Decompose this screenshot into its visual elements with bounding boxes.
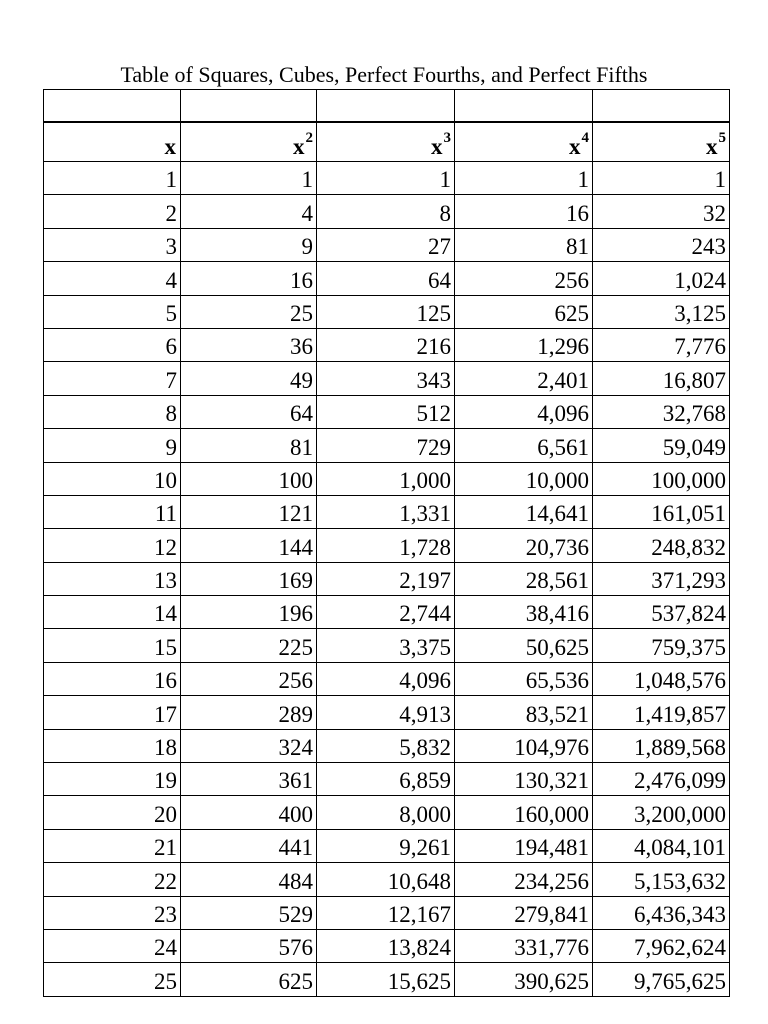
- cell-x-fourth: 390,625: [455, 963, 593, 996]
- cell-x-squared: 64: [181, 395, 317, 428]
- header-row: [44, 122, 730, 162]
- header-base: x: [706, 134, 718, 159]
- cell-x: 5: [44, 295, 181, 328]
- cell-x-fourth: 160,000: [455, 796, 593, 829]
- cell-x-fourth: 14,641: [455, 495, 593, 528]
- header-x-fourth: [455, 122, 593, 162]
- header-base: x: [569, 134, 581, 159]
- cell-x-cubed: 8,000: [317, 796, 455, 829]
- cell-x-cubed: 15,625: [317, 963, 455, 996]
- blank-cell: [455, 90, 593, 123]
- cell-x-fifth: 248,832: [593, 529, 730, 562]
- table-row: [44, 195, 730, 228]
- cell-x: 13: [44, 562, 181, 595]
- table-row: [44, 162, 730, 195]
- table-row: [44, 228, 730, 261]
- powers-table: [43, 89, 730, 997]
- cell-x: 1: [44, 162, 181, 195]
- cell-x-fourth: 10,000: [455, 462, 593, 495]
- cell-x-fifth: 100,000: [593, 462, 730, 495]
- header-base: x: [164, 134, 176, 159]
- cell-x-fifth: 9,765,625: [593, 963, 730, 996]
- cell-x-squared: 16: [181, 262, 317, 295]
- cell-x-fourth: 2,401: [455, 362, 593, 395]
- cell-x-fifth: 4,084,101: [593, 829, 730, 862]
- cell-x-fourth: 38,416: [455, 596, 593, 629]
- table-row: [44, 395, 730, 428]
- cell-x-squared: 169: [181, 562, 317, 595]
- table-row: [44, 495, 730, 528]
- blank-cell: [44, 90, 181, 123]
- header-exponent: 3: [443, 130, 451, 147]
- cell-x: 2: [44, 195, 181, 228]
- cell-x: 25: [44, 963, 181, 996]
- cell-x-fourth: 65,536: [455, 662, 593, 695]
- cell-x-cubed: 4,096: [317, 662, 455, 695]
- cell-x-fifth: 3,125: [593, 295, 730, 328]
- cell-x-squared: 1: [181, 162, 317, 195]
- cell-x: 14: [44, 596, 181, 629]
- cell-x-fourth: 234,256: [455, 863, 593, 896]
- cell-x-squared: 225: [181, 629, 317, 662]
- cell-x: 7: [44, 362, 181, 395]
- cell-x-squared: 529: [181, 896, 317, 929]
- blank-cell: [181, 90, 317, 123]
- cell-x-squared: 361: [181, 763, 317, 796]
- cell-x-cubed: 343: [317, 362, 455, 395]
- cell-x-squared: 576: [181, 929, 317, 962]
- table-row: [44, 896, 730, 929]
- cell-x: 6: [44, 328, 181, 361]
- cell-x-fourth: 1: [455, 162, 593, 195]
- cell-x-fifth: 1: [593, 162, 730, 195]
- cell-x-cubed: 125: [317, 295, 455, 328]
- cell-x: 18: [44, 729, 181, 762]
- cell-x-fifth: 16,807: [593, 362, 730, 395]
- cell-x-cubed: 8: [317, 195, 455, 228]
- cell-x-squared: 256: [181, 662, 317, 695]
- header-exponent: 2: [305, 130, 313, 147]
- cell-x-squared: 49: [181, 362, 317, 395]
- cell-x-cubed: 1,000: [317, 462, 455, 495]
- header-base: x: [293, 134, 305, 159]
- cell-x-fourth: 194,481: [455, 829, 593, 862]
- cell-x: 11: [44, 495, 181, 528]
- cell-x-cubed: 5,832: [317, 729, 455, 762]
- table-row: [44, 829, 730, 862]
- cell-x-fourth: 81: [455, 228, 593, 261]
- table-row: [44, 262, 730, 295]
- table-row: [44, 662, 730, 695]
- cell-x-squared: 400: [181, 796, 317, 829]
- cell-x-cubed: 13,824: [317, 929, 455, 962]
- cell-x-fourth: 16: [455, 195, 593, 228]
- cell-x-cubed: 1: [317, 162, 455, 195]
- cell-x-fifth: 161,051: [593, 495, 730, 528]
- header-exponent: 5: [718, 130, 726, 147]
- cell-x-cubed: 512: [317, 395, 455, 428]
- page-title: Table of Squares, Cubes, Perfect Fourths, and Perfect Fifths: [120, 62, 648, 87]
- cell-x: 4: [44, 262, 181, 295]
- cell-x-fourth: 130,321: [455, 763, 593, 796]
- cell-x-fifth: 1,024: [593, 262, 730, 295]
- cell-x: 16: [44, 662, 181, 695]
- cell-x-squared: 121: [181, 495, 317, 528]
- cell-x: 24: [44, 929, 181, 962]
- cell-x-fifth: 6,436,343: [593, 896, 730, 929]
- cell-x: 3: [44, 228, 181, 261]
- cell-x-fifth: 32,768: [593, 395, 730, 428]
- cell-x-cubed: 12,167: [317, 896, 455, 929]
- table-row: [44, 529, 730, 562]
- cell-x-squared: 441: [181, 829, 317, 862]
- cell-x-squared: 324: [181, 729, 317, 762]
- header-x-squared: [181, 122, 317, 162]
- cell-x-squared: 144: [181, 529, 317, 562]
- cell-x: 23: [44, 896, 181, 929]
- table-row: [44, 362, 730, 395]
- cell-x-squared: 81: [181, 429, 317, 462]
- cell-x-fifth: 7,962,624: [593, 929, 730, 962]
- cell-x: 20: [44, 796, 181, 829]
- cell-x: 15: [44, 629, 181, 662]
- cell-x: 22: [44, 863, 181, 896]
- cell-x-fifth: 1,889,568: [593, 729, 730, 762]
- cell-x-fourth: 50,625: [455, 629, 593, 662]
- cell-x-cubed: 2,744: [317, 596, 455, 629]
- blank-cell: [593, 90, 730, 123]
- cell-x-fourth: 83,521: [455, 696, 593, 729]
- header-x-cubed: [317, 122, 455, 162]
- blank-cell: [317, 90, 455, 123]
- cell-x-fourth: 1,296: [455, 328, 593, 361]
- cell-x-fourth: 20,736: [455, 529, 593, 562]
- cell-x: 10: [44, 462, 181, 495]
- cell-x-fifth: 32: [593, 195, 730, 228]
- cell-x-fourth: 256: [455, 262, 593, 295]
- table-body: [44, 162, 730, 997]
- cell-x-squared: 625: [181, 963, 317, 996]
- table-row: [44, 929, 730, 962]
- cell-x-fourth: 28,561: [455, 562, 593, 595]
- table-row: [44, 328, 730, 361]
- cell-x-fifth: 1,048,576: [593, 662, 730, 695]
- cell-x: 9: [44, 429, 181, 462]
- cell-x: 21: [44, 829, 181, 862]
- cell-x-squared: 36: [181, 328, 317, 361]
- cell-x-fourth: 104,976: [455, 729, 593, 762]
- header-base: x: [431, 134, 443, 159]
- cell-x-fifth: 5,153,632: [593, 863, 730, 896]
- cell-x-fourth: 331,776: [455, 929, 593, 962]
- cell-x: 17: [44, 696, 181, 729]
- cell-x-fifth: 1,419,857: [593, 696, 730, 729]
- cell-x-fifth: 7,776: [593, 328, 730, 361]
- cell-x-cubed: 2,197: [317, 562, 455, 595]
- cell-x-cubed: 1,728: [317, 529, 455, 562]
- table-row: [44, 696, 730, 729]
- table-row: [44, 729, 730, 762]
- cell-x-cubed: 27: [317, 228, 455, 261]
- header-x: [44, 122, 181, 162]
- cell-x-squared: 9: [181, 228, 317, 261]
- cell-x-squared: 289: [181, 696, 317, 729]
- cell-x-cubed: 1,331: [317, 495, 455, 528]
- header-x-fifth: [593, 122, 730, 162]
- table-row: [44, 596, 730, 629]
- table-row: [44, 796, 730, 829]
- cell-x-cubed: 64: [317, 262, 455, 295]
- cell-x-cubed: 4,913: [317, 696, 455, 729]
- table-row: [44, 763, 730, 796]
- cell-x-fifth: 759,375: [593, 629, 730, 662]
- table-row: [44, 562, 730, 595]
- table-row: [44, 295, 730, 328]
- cell-x-cubed: 10,648: [317, 863, 455, 896]
- cell-x: 8: [44, 395, 181, 428]
- cell-x-squared: 25: [181, 295, 317, 328]
- header-exponent: 4: [581, 130, 589, 147]
- table-row: [44, 629, 730, 662]
- cell-x-squared: 4: [181, 195, 317, 228]
- cell-x-fourth: 625: [455, 295, 593, 328]
- cell-x-cubed: 3,375: [317, 629, 455, 662]
- cell-x-fourth: 279,841: [455, 896, 593, 929]
- cell-x-cubed: 6,859: [317, 763, 455, 796]
- cell-x: 19: [44, 763, 181, 796]
- table-row: [44, 963, 730, 996]
- table-row: [44, 429, 730, 462]
- cell-x-squared: 196: [181, 596, 317, 629]
- cell-x-fifth: 371,293: [593, 562, 730, 595]
- cell-x-fifth: 2,476,099: [593, 763, 730, 796]
- table-row: [44, 863, 730, 896]
- table-row: [44, 462, 730, 495]
- cell-x-fifth: 3,200,000: [593, 796, 730, 829]
- cell-x-squared: 484: [181, 863, 317, 896]
- cell-x-fifth: 59,049: [593, 429, 730, 462]
- cell-x-cubed: 9,261: [317, 829, 455, 862]
- cell-x-cubed: 216: [317, 328, 455, 361]
- blank-row: [44, 90, 730, 123]
- cell-x-squared: 100: [181, 462, 317, 495]
- cell-x-fourth: 6,561: [455, 429, 593, 462]
- cell-x-fifth: 537,824: [593, 596, 730, 629]
- cell-x: 12: [44, 529, 181, 562]
- cell-x-cubed: 729: [317, 429, 455, 462]
- cell-x-fourth: 4,096: [455, 395, 593, 428]
- cell-x-fifth: 243: [593, 228, 730, 261]
